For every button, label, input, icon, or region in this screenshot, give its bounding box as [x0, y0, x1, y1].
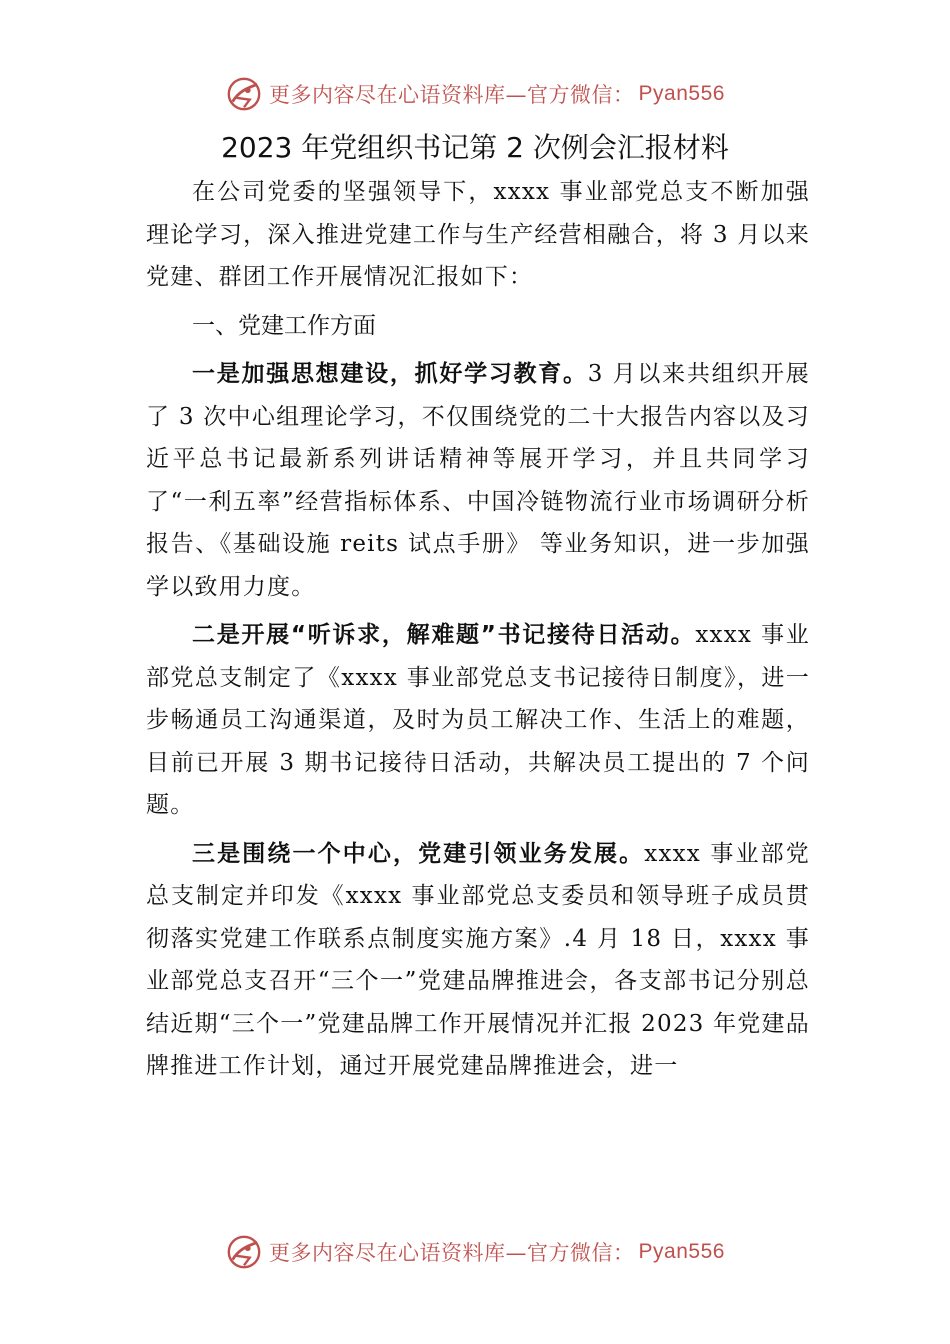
watermark-footer [0, 1230, 950, 1274]
watermark-header [0, 72, 950, 116]
item-paragraph-2 [146, 614, 810, 827]
intro-paragraph: 在公司党委的坚强领导下，xxxx 事业部党总支不断加强理论学习，深入推进党建工作与生产经营相融合，将 3 月以来党建、群团工作开展情况汇报如下： [146, 179, 810, 290]
watermark-text: 更多内容尽在心语资料库—官方微信： [269, 83, 635, 107]
item-lead-1: 一是加强思想建设，抓好学习教育。 [192, 361, 588, 387]
item-paragraph-3 [146, 833, 810, 1088]
document-body [146, 171, 810, 1094]
watermark-wechat-id: Pyan556 [638, 1240, 725, 1263]
document-title: 2023 年党组织书记第 2 次例会汇报材料 [221, 131, 729, 164]
item-lead-3: 三是围绕一个中心，党建引领业务发展。 [192, 840, 645, 867]
watermark-text: 更多内容尽在心语资料库—官方微信： [269, 1241, 635, 1265]
item-body-3: xxxx 事业部党总支制定并印发《xxxx 事业部党总支委员和领导班子成员贯彻落实党建工作联系点制度实施方案》.4 月 18 日，xxxx 事业部党总支召开“三个一”党建品牌推进会，各支部书记分别总结近期“三个一”党建品牌工作开展情况并汇报 2023 年党建品牌推进工作计划，通过开展党建品牌推进会，进一 [146, 840, 811, 1079]
logo-icon [225, 75, 263, 113]
item-paragraph-1 [146, 353, 810, 608]
item-body-2: xxxx 事业部党总支制定了《xxxx 事业部党总支书记接待日制度》，进一步畅通员工沟通渠道，及时为员工解决工作、生活上的难题，目前已开展 3 期书记接待日活动，共解决员工提出的 7 个问题。 [146, 622, 810, 818]
item-body-1: 3 月以来共组织开展了 3 次中心组理论学习，不仅围绕党的二十大报告内容以及习近平总书记最新系列讲话精神等展开学习，并且共同学习了“一利五率”经营指标体系、中国冷链物流行业市场调研分析报告、《基础设施 reits 试点手册》 等业务知识，进一步加强学以致用力度。 [146, 361, 810, 600]
logo-icon [225, 1233, 263, 1271]
section-heading: 一、党建工作方面 [192, 312, 376, 339]
item-lead-2: 二是开展“听诉求，解难题”书记接待日活动。 [192, 622, 696, 648]
watermark-wechat-id: Pyan556 [638, 82, 725, 105]
